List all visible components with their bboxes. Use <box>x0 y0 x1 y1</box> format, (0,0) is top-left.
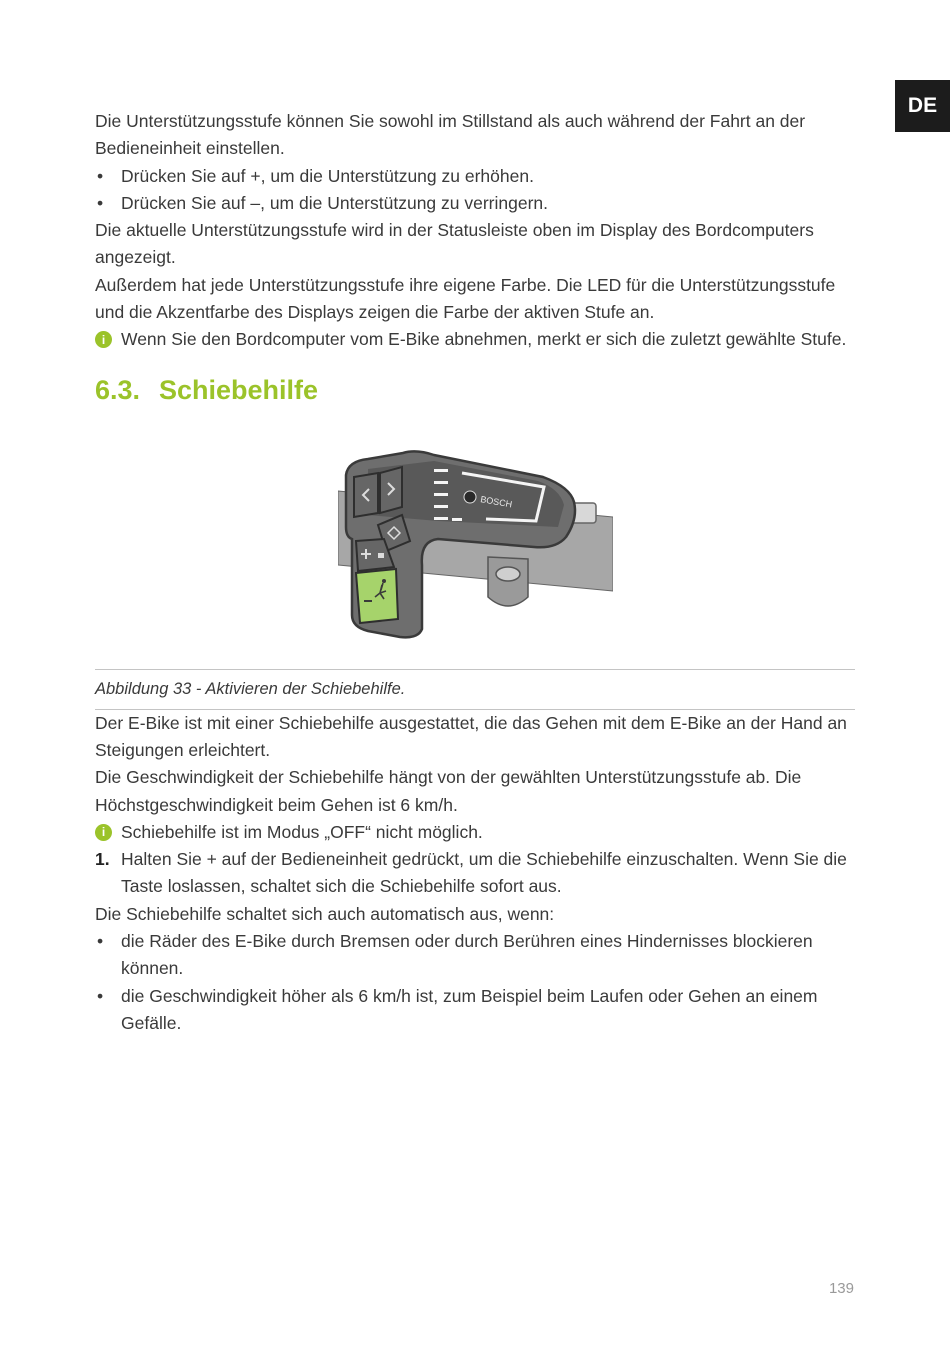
led-bar <box>434 517 448 520</box>
body-note <box>95 819 855 846</box>
bullet-wheels-blocked-text: die Räder des E-Bike durch Bremsen oder durch Berühren eines Hindernisses blockieren können. <box>121 931 813 979</box>
intro-paragraph-3: Außerdem hat jede Unterstützungsstufe ihre eigene Farbe. Die LED für die Unterstützungsstufe und die Akzentfarbe des Displays zeigen die Farbe der aktiven Stufe an. <box>95 274 836 323</box>
brand-logo <box>464 491 476 503</box>
figure-control-unit <box>95 447 855 663</box>
led-bar <box>434 505 448 508</box>
bullet-increase <box>95 163 855 190</box>
body-paragraph-2: Die Geschwindigkeit der Schiebehilfe hängt von der gewählten Unterstützungsstufe ab. Die Höchstgeschwindigkeit beim Gehen ist 6 km/h. <box>95 767 802 815</box>
bullet-speed-exceeded-text: die Geschwindigkeit höher als 6 km/h ist, zum Beispiel beim Laufen oder Gehen an einem Gefälle. <box>121 985 818 1033</box>
step-1 <box>95 846 855 901</box>
bullet-dot: • <box>97 165 104 186</box>
body-note-text: Schiebehilfe ist im Modus „OFF“ nicht möglich. <box>121 821 483 842</box>
intro-note-text: Wenn Sie den Bordcomputer vom E-Bike abnehmen, merkt er sich die zuletzt gewählte Stufe. <box>121 329 847 350</box>
section-number: 6.3. <box>95 374 141 405</box>
info-icon: i <box>95 824 112 841</box>
info-icon: i <box>95 331 112 348</box>
walk-icon-head <box>382 579 386 583</box>
figure-caption: Abbildung 33 - Aktivieren der Schiebehilfe. <box>95 669 855 710</box>
bullet-wheels-blocked <box>95 928 855 983</box>
page-number: 139 <box>828 1280 854 1297</box>
led-bar <box>452 518 462 521</box>
led-bar <box>434 481 448 484</box>
step-text: Halten Sie + auf der Bedieneinheit gedrückt, um die Schiebehilfe einzuschalten. Wenn Sie die Taste loslassen, schaltet sich die Schiebehilfe sofort aus. <box>121 849 847 897</box>
bullet-decrease-text: Drücken Sie auf –, um die Unterstützung zu verringern. <box>121 192 549 213</box>
right-arrow-button <box>380 467 402 513</box>
intro-note <box>95 326 855 353</box>
bullet-dot: • <box>97 931 104 952</box>
left-arrow-button <box>354 473 378 517</box>
intro-paragraph-2: Die aktuelle Unterstützungsstufe wird in der Statusleiste oben im Display des Bordcomputers angezeigt. <box>95 220 814 268</box>
bullet-dot: • <box>97 985 104 1006</box>
body-paragraph-3: Die Schiebehilfe schaltet sich auch automatisch aus, wenn: <box>95 903 555 924</box>
bullet-dot: • <box>97 192 104 213</box>
page-content <box>95 108 855 1037</box>
walk-light-icon <box>378 553 384 558</box>
section-heading <box>95 373 855 407</box>
brand-label: BOSCH <box>479 493 513 510</box>
intro-paragraph-1: Die Unterstützungsstufe können Sie sowohl im Stillstand als auch während der Fahrt an der Bedieneinheit einstellen. <box>95 111 806 159</box>
bullet-decrease <box>95 190 855 217</box>
step-number: 1. <box>95 849 110 870</box>
bullet-increase-text: Drücken Sie auf +, um die Unterstützung zu erhöhen. <box>121 165 534 186</box>
section-title: Schiebehilfe <box>159 374 319 405</box>
led-bar <box>434 493 448 496</box>
control-unit-illustration <box>338 447 613 639</box>
language-tab: DE <box>895 80 950 132</box>
body-paragraph-1: Der E-Bike ist mit einer Schiebehilfe ausgestattet, die das Gehen mit dem E-Bike an der Hand an Steigungen erleichtert. <box>95 712 847 760</box>
clamp-screw <box>496 567 520 581</box>
led-bar <box>434 469 448 472</box>
bullet-speed-exceeded <box>95 983 855 1038</box>
